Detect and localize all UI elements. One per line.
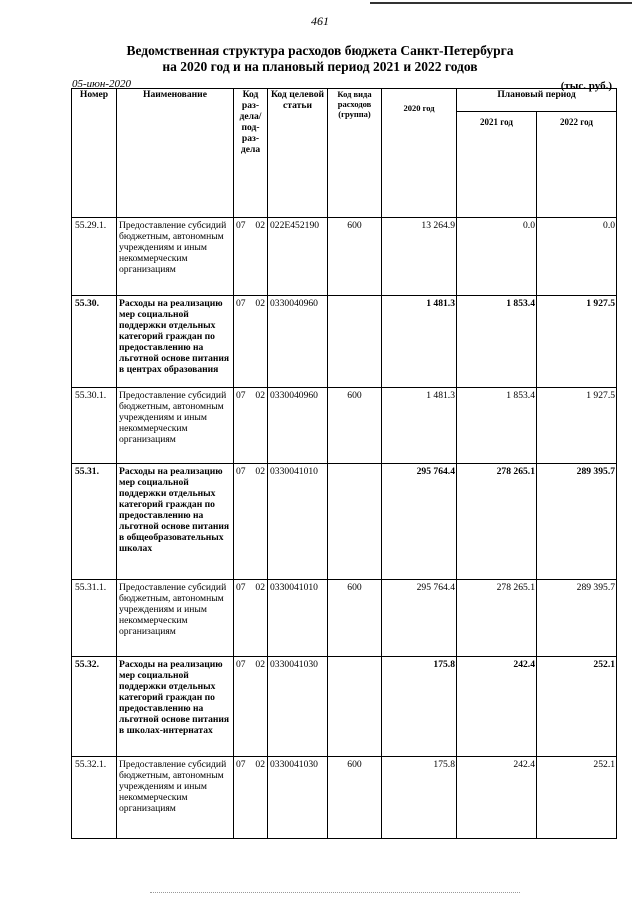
row-section-code [234, 296, 268, 388]
row-expense-type [328, 296, 382, 388]
row-target-code: 0330041010 [268, 580, 328, 657]
row-number: 55.31. [72, 464, 117, 580]
row-section-code [234, 757, 268, 839]
row-target-code: 022Е452190 [268, 218, 328, 296]
header-number: Номер [72, 89, 117, 218]
row-subsection: 02 [255, 390, 265, 401]
header-expense-type: Код вида расходов (группа) [328, 89, 382, 218]
row-section-code [234, 464, 268, 580]
header-year-2021: 2021 год [457, 112, 537, 218]
row-expense-type [328, 464, 382, 580]
row-target-code: 0330040960 [268, 388, 328, 464]
row-amount-2020: 13 264.9 [382, 218, 457, 296]
row-amount-2021: 1 853.4 [457, 296, 537, 388]
row-amount-2022: 1 927.5 [537, 388, 617, 464]
row-amount-2022: 1 927.5 [537, 296, 617, 388]
header-target: Код целевой статьи [268, 89, 328, 218]
row-name: Предоставление субсидий бюджетным, автономным учреждениям и иным некоммерческим организациям [117, 388, 234, 464]
row-number: 55.32. [72, 657, 117, 757]
row-amount-2021: 242.4 [457, 657, 537, 757]
row-name: Расходы на реализацию мер социальной поддержки отдельных категорий граждан по предоставлению на льготной основе питания в центрах образования [117, 296, 234, 388]
row-section: 07 [236, 582, 246, 593]
row-target-code: 0330041010 [268, 464, 328, 580]
row-expense-type: 600 [328, 580, 382, 657]
title-line-2: на 2020 год и на плановый период 2021 и 2022 годов [162, 59, 478, 74]
row-expense-type: 600 [328, 757, 382, 839]
row-subsection: 02 [255, 298, 265, 309]
table-body [72, 218, 617, 839]
row-amount-2020: 175.8 [382, 657, 457, 757]
row-expense-type: 600 [328, 388, 382, 464]
header-year-2022: 2022 год [537, 112, 617, 218]
row-amount-2020: 175.8 [382, 757, 457, 839]
row-target-code: 0330041030 [268, 757, 328, 839]
row-name: Расходы на реализацию мер социальной поддержки отдельных категорий граждан по предоставлению на льготной основе питания в школах-интернатах [117, 657, 234, 757]
units-label: (тыс. руб.) [560, 80, 612, 92]
row-amount-2022: 289 395.7 [537, 464, 617, 580]
row-name: Расходы на реализацию мер социальной поддержки отдельных категорий граждан по предоставлению на льготной основе питания в общеобразовательных школах [117, 464, 234, 580]
row-number: 55.30. [72, 296, 117, 388]
row-name: Предоставление субсидий бюджетным, автономным учреждениям и иным некоммерческим организациям [117, 757, 234, 839]
row-target-code: 0330041030 [268, 657, 328, 757]
table-row [72, 388, 617, 464]
row-number: 55.29.1. [72, 218, 117, 296]
row-subsection: 02 [255, 582, 265, 593]
row-section: 07 [236, 759, 246, 770]
row-amount-2020: 1 481.3 [382, 296, 457, 388]
budget-table [71, 88, 617, 839]
row-amount-2021: 278 265.1 [457, 580, 537, 657]
row-number: 55.31.1. [72, 580, 117, 657]
row-section-code [234, 580, 268, 657]
row-subsection: 02 [255, 220, 265, 231]
row-amount-2022: 0.0 [537, 218, 617, 296]
row-name: Предоставление субсидий бюджетным, автономным учреждениям и иным некоммерческим организациям [117, 218, 234, 296]
table-row [72, 657, 617, 757]
row-section-code [234, 388, 268, 464]
header-section: Код раз- дела/ под- раз- дела [234, 89, 268, 218]
row-amount-2022: 252.1 [537, 657, 617, 757]
row-subsection: 02 [255, 659, 265, 670]
row-subsection: 02 [255, 466, 265, 477]
row-section: 07 [236, 390, 246, 401]
top-rule [370, 2, 632, 4]
row-amount-2021: 278 265.1 [457, 464, 537, 580]
row-subsection: 02 [255, 759, 265, 770]
row-section: 07 [236, 220, 246, 231]
row-section: 07 [236, 466, 246, 477]
title-line-1: Ведомственная структура расходов бюджета Санкт-Петербурга [126, 43, 514, 58]
row-target-code: 0330040960 [268, 296, 328, 388]
footer-rule [150, 892, 520, 893]
table-row [72, 296, 617, 388]
row-name: Предоставление субсидий бюджетным, автономным учреждениям и иным некоммерческим организациям [117, 580, 234, 657]
row-amount-2021: 242.4 [457, 757, 537, 839]
header-year-2020: 2020 год [382, 89, 457, 218]
row-amount-2020: 295 764.4 [382, 464, 457, 580]
row-amount-2020: 1 481.3 [382, 388, 457, 464]
header-name: Наименование [117, 89, 234, 218]
row-amount-2020: 295 764.4 [382, 580, 457, 657]
row-section-code [234, 657, 268, 757]
row-number: 55.32.1. [72, 757, 117, 839]
header-plan-period: Плановый период [457, 89, 617, 112]
page-number: 461 [311, 14, 329, 28]
table-row [72, 757, 617, 839]
row-section-code [234, 218, 268, 296]
row-amount-2021: 0.0 [457, 218, 537, 296]
document-date: 05-июн-2020 [72, 78, 132, 90]
table-row [72, 464, 617, 580]
row-amount-2022: 289 395.7 [537, 580, 617, 657]
document-title [0, 43, 640, 75]
table-row [72, 218, 617, 296]
row-amount-2021: 1 853.4 [457, 388, 537, 464]
row-number: 55.30.1. [72, 388, 117, 464]
row-section: 07 [236, 298, 246, 309]
row-amount-2022: 252.1 [537, 757, 617, 839]
row-section: 07 [236, 659, 246, 670]
table-row [72, 580, 617, 657]
row-expense-type [328, 657, 382, 757]
row-expense-type: 600 [328, 218, 382, 296]
